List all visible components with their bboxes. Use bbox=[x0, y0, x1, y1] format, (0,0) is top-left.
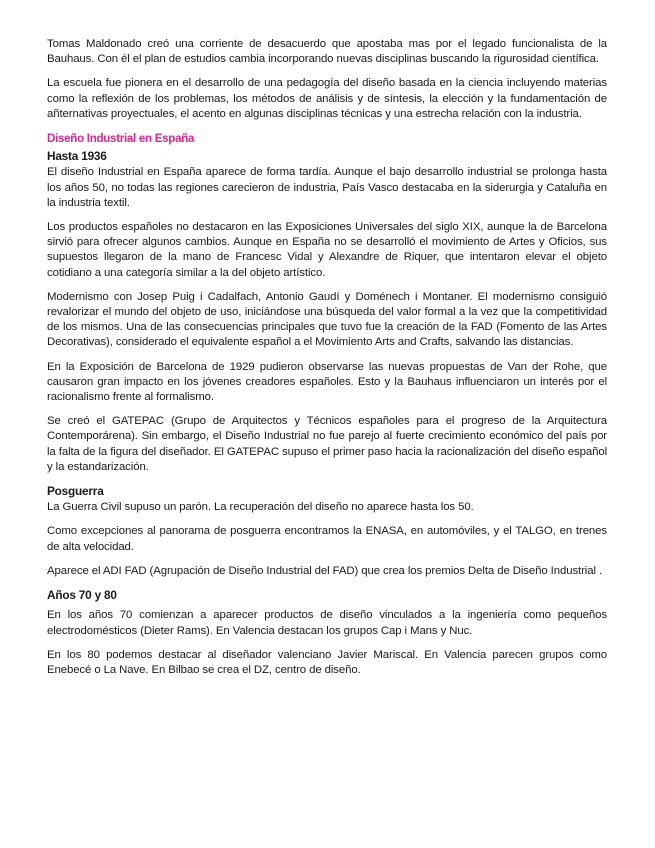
paragraph-posguerra-3: Aparece el ADI FAD (Agrupación de Diseño Industrial del FAD) que crea los premios Delta de Diseño Industrial . bbox=[47, 564, 603, 577]
paragraph-hasta-1936-1: El diseño Industrial en España aparece de forma tardía. Aunque el bajo desarrollo industrial se prolonga hasta los años 50, no todas las regiones carecieron de industria, País Vasco destacaba en la siderurgia y Cataluña en la industria textil. bbox=[47, 166, 607, 209]
paragraph-posguerra-2: Como excepciones al panorama de posguerra encontramos la ENASA, en automóviles, y el TALGO, en trenes de alta velocidad. bbox=[47, 525, 607, 553]
document-page bbox=[47, 37, 607, 687]
paragraph-hasta-1936-4: En la Exposición de Barcelona de 1929 pudieron observarse las nuevas propuestas de Van der Rohe, que causaron gran impacto en los jóvenes creadores españoles. Esto y la Bauhaus influenciaron un interés por el racionalismo frente al formalismo. bbox=[47, 360, 607, 404]
paragraph-hasta-1936-5: Se creó el GATEPAC (Grupo de Arquitectos y Técnicos españoles para el progreso de la Arquitectura Contemporárena). Sin embargo, el Diseño Industrial no fue parejo al fuerte crecimiento económico del país por la falta de la figura del diseñador. El GATEPAC supuso el primer paso hacia la racionalización del diseño español y la estandarización. bbox=[47, 415, 607, 473]
paragraph-hasta-1936-3: Modernismo con Josep Puig i Cadalfach, Antonio Gaudí y Doménech i Montaner. El modernismo consiguió revalorizar el mundo del objeto de uso, iniciándose una búsqueda del valor formal a la vez que la competitividad de los mismos. Una de las consecuencias principales que tuvo fue la creación de la FAD (Fomento de las Artes Decorativas), considerado el equivalente español a el Movimiento Arts and Crafts, salvando las distancias. bbox=[47, 290, 607, 349]
intro-paragraph-maldonado: Tomas Maldonado creó una corriente de desacuerdo que apostaba mas por el legado funcionalista de la Bauhaus. Con él el plan de estudios cambia incorporando nuevas disciplinas buscando la rigurosidad científica. bbox=[47, 38, 607, 66]
heading-hasta-1936: Hasta 1936 bbox=[47, 149, 107, 164]
paragraph-anos-70: En los años 70 comienzan a aparecer productos de diseño vinculados a la ingeniería como pequeños electrodomésticos (Dieter Rams). En Valencia destacan los grupos Cap i Mans y Nuc. bbox=[47, 609, 607, 637]
section-title: Diseño Industrial en España bbox=[47, 132, 195, 146]
paragraph-posguerra-1: La Guerra Civil supuso un parón. La recuperación del diseño no aparece hasta los 50. bbox=[47, 501, 474, 514]
intro-paragraph-pedagogy: La escuela fue pionera en el desarrollo de una pedagogía del diseño basada en la ciencia incluyendo materias como la reflexión de los problemas, los métodos de análisis y de síntesis, la elección y la fundamentación de añternativas proyectuales, el acento en algunas disciplinas técnicas y una estrecha relación con la industria. bbox=[47, 77, 607, 120]
paragraph-anos-80: En los 80 podemos destacar al diseñador valenciano Javier Mariscal. En Valencia parecen grupos como Enebecé o La Nave. En Bilbao se crea el DZ, centro de diseño. bbox=[47, 648, 607, 676]
heading-anos-70-80: Años 70 y 80 bbox=[47, 588, 117, 603]
heading-posguerra: Posguerra bbox=[47, 484, 104, 499]
paragraph-hasta-1936-2: Los productos españoles no destacaron en las Exposiciones Universales del siglo XIX, aunque la de Barcelona sirvió para ofrecer algunos cambios. Aunque en España no se desarrolló el movimiento de Artes y Oficios, sus supuestos llegaron de la mano de Francesc Vidal y Alexandre de Riquer, que intentaron elevar el objeto cotidiano a una categoría similar a la del objeto artístico. bbox=[47, 221, 607, 279]
